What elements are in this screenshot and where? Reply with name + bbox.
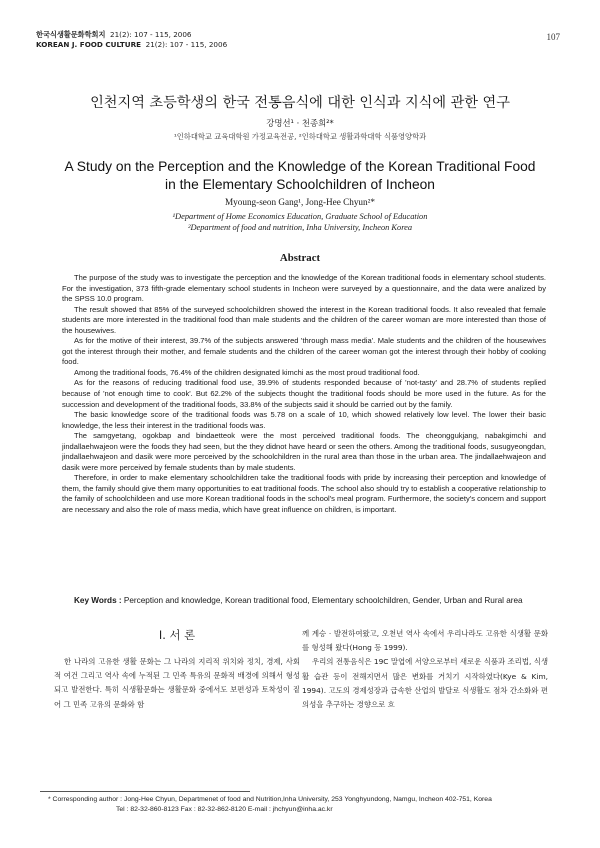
title-english-line-2: in the Elementary Schoolchildren of Incheon — [165, 177, 435, 192]
keywords-label: Key Words : — [74, 596, 122, 605]
abstract-paragraph: Therefore, in order to make elementary schoolchildren take the traditional foods with pride by increasing their perception and knowledge of them, the family should give them many opportunities to eat traditional foods. The school also should try to establish a cooperative relationship to the family of schoolchildeen and use more Korean traditional foods in the school's meal program. Furthermore, the society's concern and support are necessary and also the role of mass media, which have great influence on children, is important. — [62, 473, 546, 515]
body-column-left — [54, 627, 300, 712]
authors-korean: 강명선¹ · 천종희²* — [266, 118, 334, 128]
journal-header — [36, 30, 227, 50]
journal-volume: 21(2): 107 - 115, 2006 — [110, 30, 192, 39]
page-number: 107 — [546, 32, 560, 42]
journal-name-ko: 한국식생활문화학회지 — [36, 30, 106, 39]
abstract-heading: Abstract — [279, 252, 321, 264]
body-paragraph: 한 나라의 고유한 생활 문화는 그 나라의 지리적 위치와 정치, 경제, 사회적 여건 그리고 역사 속에 누적된 그 민족 특유의 문화적 배경에 의해서 형성되고 발전한다. 특히 식생활문화는 생활문화 중에서도 보편성과 토착성이 짙어 그 민족 고유의 문화와 함 — [54, 657, 300, 709]
title-english — [40, 158, 560, 194]
footnote-divider — [40, 791, 250, 792]
title-english-line-1: A Study on the Perception and the Knowledge of the Korean Traditional Food — [64, 159, 536, 174]
affiliation-english — [0, 211, 600, 233]
footnote-address: * Corresponding author : Jong-Hee Chyun, Departmenet of food and Nutrition,Inha University, 253 Yonghyundong, Namgu, Incheon 402-751, Korea — [48, 796, 492, 803]
abstract-paragraph: As for the motive of their interest, 39.7% of the subjects answered 'through mass media'. Male students and the children of the housewives got the interest through their mother, and female students and the children of the career woman got the interest through their hobby of cooking food. — [62, 336, 546, 367]
keywords — [74, 596, 554, 605]
section-heading: I. 서 론 — [158, 628, 196, 642]
authors-english: Myoung-seon Gang¹, Jong-Hee Chyun²* — [225, 197, 375, 207]
affiliation-english-1: ¹Department of Home Economics Education, Graduate School of Education — [172, 212, 428, 221]
affiliation-english-2: ²Department of food and nutrition, Inha University, Incheon Korea — [187, 223, 413, 232]
abstract-paragraph: The basic knowledge score of the traditional foods was 5.78 on a scale of 10, which showed relatively low level. The lower their basic knowledge, the less their interest in the traditional foods was. — [62, 410, 546, 430]
abstract-paragraph: The samgyetang, ogokbap and bindaetteok were the most perceived traditional foods. The cheonggukjang, nabakgimchi and jindallaehwajeon were the foods they had seen, but the they didnot have heard or seen the others. Among the traditional foods, susugyeongdan, jindallaehwajeon and dasik were more perceived by the schoolchildren in the rural area than those in the urban area. The jindallaehwajeon and dasik were more perceived by female students than by male students. — [62, 431, 546, 472]
abstract-paragraph: Among the traditional foods, 76.4% of the children designated kimchi as the most proud traditional food. — [74, 367, 420, 377]
affiliation-korean: ¹인하대학교 교육대학원 가정교육전공, ²인하대학교 생활과학대학 식품영양학과 — [173, 132, 427, 141]
keywords-list: Perception and knowledge, Korean traditional food, Elementary schoolchildren, Gender, Urban and Rural area — [123, 596, 523, 605]
corresponding-author-footnote — [48, 795, 568, 814]
abstract-paragraph: The result showed that 85% of the surveyed schoolchildren showed the interest in the Korean traditional foods. It also revealed that female students are more interested in the traditional food than male students and the children of the career woman are more interested than those of the housewives. — [62, 304, 546, 335]
journal-volume-en: 21(2): 107 - 115, 2006 — [145, 40, 228, 49]
title-korean: 인천지역 초등학생의 한국 전통음식에 대한 인식과 지식에 관한 연구 — [90, 95, 510, 111]
body-column-right — [302, 627, 548, 712]
body-paragraph: 우리의 전통음식은 19C 말엽에 서양으로부터 새로운 식품과 조리법, 식생활 습관 등이 전해지면서 많은 변화를 거치기 시작하였다(Kye & Kim, 1994). 고도의 경제성장과 급속한 산업의 발달로 식생활도 점차 간소화와 편의성을 추구하는 경향으로 흐 — [302, 657, 548, 710]
abstract-body — [62, 273, 546, 516]
abstract-paragraph: As for the reasons of reducing traditional food use, 39.9% of students responded because of 'not-tasty' and 28.7% of students replied because of 'not enough time to cook'. But 62.2% of the subjects thought the traditional foods should be more used in the future. As for the succession and development of the traditional foods, 33.8% of the subjects said it should be carried out by the family. — [62, 378, 546, 409]
body-paragraph-continued: 께 계승 · 발전하여왔고, 오천년 역사 속에서 우리나라도 고유한 식생활 문화를 형성해 왔다(Hong 등 1999). — [302, 629, 548, 653]
abstract-paragraph: The purpose of the study was to investigate the perception and the knowledge of the Korean traditional foods in elementary school students. For the investigation, 373 fifth-grade elementary school students in Incheon were surveyed by a questionnaire, and the data were analized by the SPSS 10.0 program. — [62, 273, 546, 304]
journal-name-en: KOREAN J. FOOD CULTURE — [36, 40, 142, 49]
footnote-contact: Tel : 82-32-860-8123 Fax : 82-32-862-8120 E-mail : jhchyun@inha.ac.kr — [116, 805, 333, 813]
